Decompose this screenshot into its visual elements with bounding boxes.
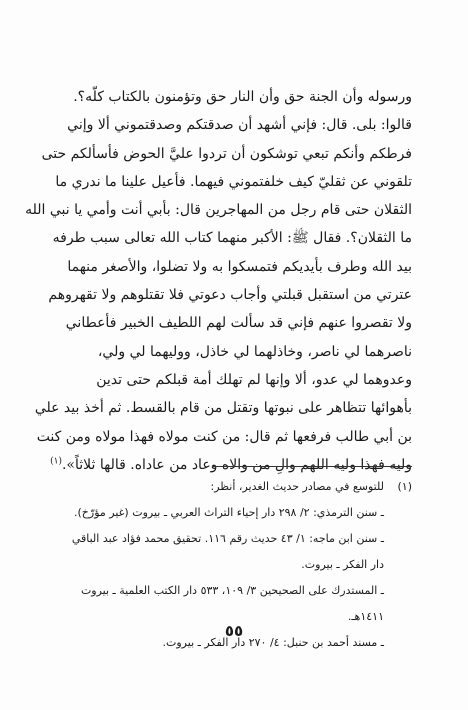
text-line: الثقلان حتى قام رجل من المهاجرين قال: بأبي أنت وأمي يا نبي الله bbox=[25, 202, 412, 219]
footnote-line: ـ سنن ابن ماجه: ١/ ٤٣ حديث رقم ١١٦. تحقيق محمد فؤاد عبد الباقي bbox=[71, 532, 384, 545]
footnote-line: دار الفكر ـ بيروت. bbox=[301, 558, 384, 571]
text-line: وعدوهما لي عدو، ألا وإنها لم تهلك أمة قبلكم حتى تدين bbox=[96, 371, 412, 388]
text-line: قالوا: بلى. قال: فإني أشهد أن صدقتكم وصدقتموني ألا وإني bbox=[67, 117, 412, 134]
footnote-line: ـ المستدرك على الصحيحين ٣/ ١٠٩، ٥٣٣ دار الكتب العلمية ـ بيروت bbox=[80, 584, 384, 597]
footnote-separator bbox=[212, 466, 412, 467]
text-line: ناصرهما لي ناصر، وخاذلهما لي خاذل، ووليهما لي ولي، bbox=[97, 343, 412, 360]
text-line: بن أبي طالب فرفعها ثم قال: من كنت مولاه فهذا مولاه ومن كنت bbox=[36, 428, 412, 445]
text-line: بيد الله وطرف بأيديكم فتمسكوا به ولا تضلوا، والأصغر منهما bbox=[67, 258, 412, 275]
text-line: ما الثقلان؟. فقال ﷺ: الأكبر منهما كتاب الله تعالى سبب طرفه bbox=[52, 230, 412, 247]
text-line: ولا تقصروا عنهم فإني قد سألت لهم اللطيف الخبير فأعطاني bbox=[65, 315, 412, 332]
text-line: تلقوني عن ثقليّ كيف خلفتموني فيهما. فأعيل علينا ما ندري ما bbox=[55, 173, 412, 190]
footnote-reference[interactable]: (١) bbox=[50, 456, 62, 467]
text-line: فرطكم وأنكم تبعي توشكون أن تردوا عليَّ الحوض فأسألكم حتى bbox=[41, 145, 412, 162]
text-line: عترتي من استقبل قبلتي وأجاب دعوتي فلا تقتلوهم ولا تقهروهم bbox=[48, 287, 412, 304]
text-line: ورسوله وأن الجنة حق وأن النار حق وتؤمنون بالكتاب كلّه؟. bbox=[73, 89, 412, 105]
main-text bbox=[25, 83, 412, 479]
text-line: بأهوائها تتظاهر على نبوتها وتقتل من قام بالقسط. ثم أخذ بيد علي bbox=[34, 400, 412, 417]
page-number: ٥٥ bbox=[224, 622, 244, 640]
footnote-number: (١) bbox=[397, 480, 412, 493]
footnote-text: للتوسع في مصادر حديث الغدير، أنظر: bbox=[210, 480, 384, 493]
footnote-line: ـ مسند أحمد بن حنبل: ٤/ ٢٧٠ دار الفكر ـ بيروت. bbox=[162, 636, 384, 649]
text-line-content: وليه فهذا وليه اللهم والِ من والاه وعاد من عاداه. قالها ثلاثاً». bbox=[61, 456, 412, 473]
footnote-line bbox=[60, 474, 412, 500]
footnote-line: ـ سنن الترمذي: ٢/ ٢٩٨ دار إحياء التراث العربي ـ بيروت (غير مؤرّخ). bbox=[74, 506, 384, 519]
footnote-line: ١٤١١هـ. bbox=[347, 610, 384, 623]
